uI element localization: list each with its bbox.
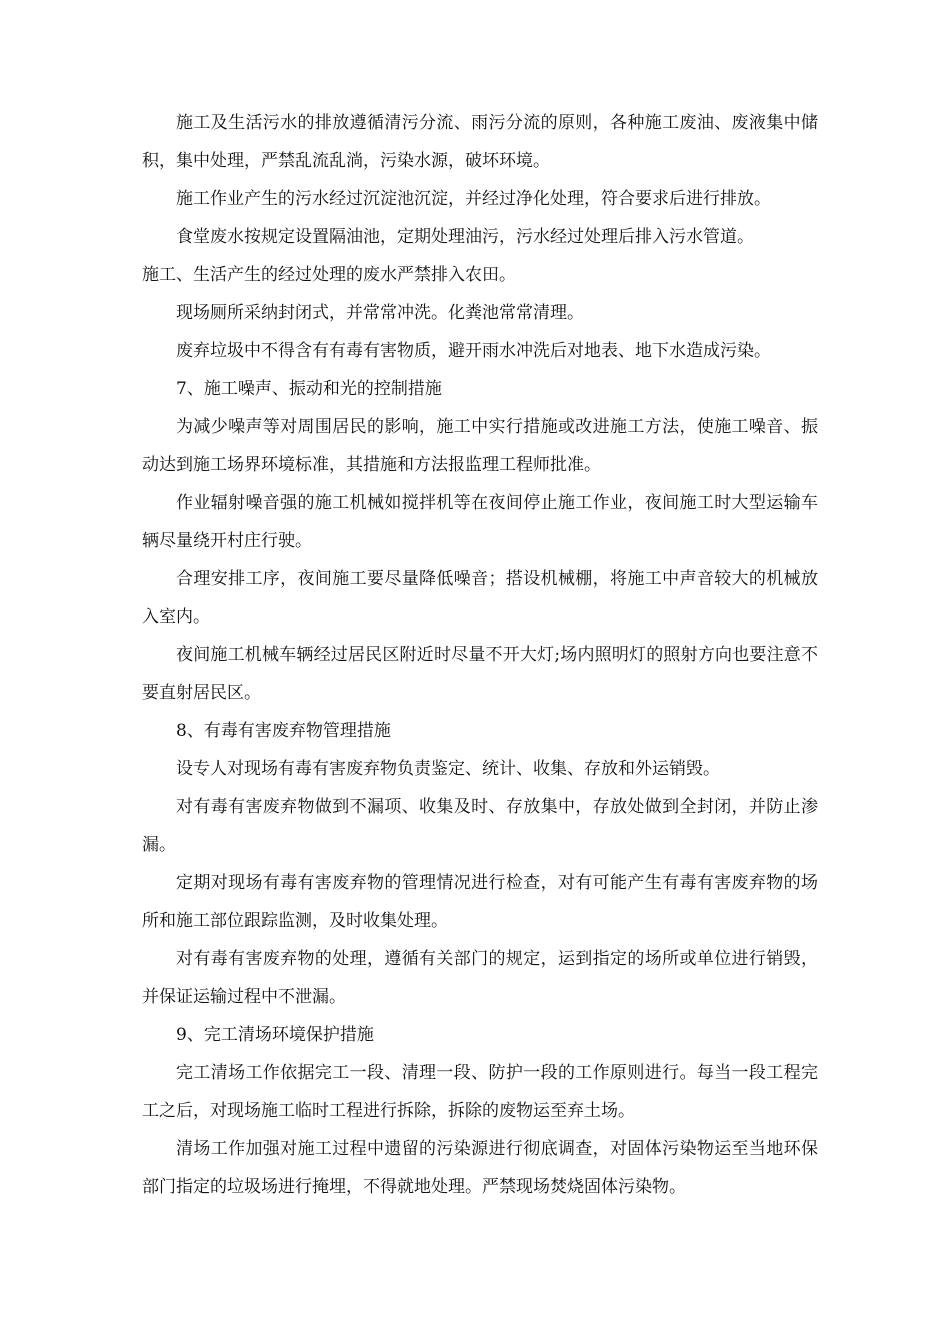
paragraph-farmland-ban: 施工、生活产生的经过处理的废水严禁排入农田。 (142, 265, 516, 285)
paragraph-night-lighting: 夜间施工机械车辆经过居民区附近时尽量不开大灯;场内照明灯的照射方向也要注意不要直射居民区。 (142, 645, 818, 703)
paragraph-site-clearance: 完工清场工作依据完工一段、清理一段、防护一段的工作原则进行。每当一段工程完工之后，对现场施工临时工程进行拆除，拆除的废物运至弃土场。 (142, 1063, 818, 1121)
paragraph-waste-garbage: 废弃垃圾中不得含有有毒有害物质，避开雨水冲洗后对地表、地下水造成污染。 (176, 341, 771, 361)
paragraph-sedimentation: 施工作业产生的污水经过沉淀池沉淀，并经过净化处理，符合要求后进行排放。 (176, 189, 771, 209)
paragraph-hazardous-staff: 设专人对现场有毒有害废弃物负责鉴定、统计、收集、存放和外运销毁。 (176, 759, 720, 779)
section-heading-7: 7、施工噪声、振动和光的控制措施 (176, 379, 442, 399)
paragraph-pollution-survey: 清场工作加强对施工过程中遗留的污染源进行彻底调查，对固体污染物运至当地环保部门指定的垃圾场进行掩埋，不得就地处理。严禁现场焚烧固体污染物。 (142, 1139, 818, 1197)
paragraph-process-arrangement: 合理安排工序，夜间施工要尽量降低噪音；搭设机械棚，将施工中声音较大的机械放入室内。 (142, 569, 818, 627)
paragraph-toilet: 现场厕所采纳封闭式，并常常冲洗。化粪池常常清理。 (176, 303, 584, 323)
section-heading-8: 8、有毒有害废弃物管理措施 (176, 721, 391, 741)
paragraph-night-machinery: 作业辐射噪音强的施工机械如搅拌机等在夜间停止施工作业，夜间施工时大型运输车辆尽量绕开村庄行驶。 (142, 493, 818, 551)
paragraph-hazardous-disposal: 对有毒有害废弃物的处理，遵循有关部门的规定，运到指定的场所或单位进行销毁，并保证运输过程中不泄漏。 (142, 949, 818, 1007)
section-heading-9: 9、完工清场环境保护措施 (176, 1025, 374, 1045)
document-body (142, 104, 818, 1206)
paragraph-hazardous-storage: 对有毒有害废弃物做到不漏项、收集及时、存放集中，存放处做到全封闭，并防止渗漏。 (142, 797, 818, 855)
paragraph-noise-reduction: 为减少噪声等对周围居民的影响，施工中实行措施或改进施工方法，使施工噪音、振动达到施工场界环境标准，其措施和方法报监理工程师批准。 (142, 417, 818, 475)
paragraph-wastewater-discharge: 施工及生活污水的排放遵循清污分流、雨污分流的原则，各种施工废油、废液集中储积，集中处理，严禁乱流乱淌，污染水源，破坏环境。 (142, 113, 818, 171)
paragraph-hazardous-inspection: 定期对现场有毒有害废弃物的管理情况进行检查，对有可能产生有毒有害废弃物的场所和施工部位跟踪监测，及时收集处理。 (142, 873, 818, 931)
paragraph-canteen-wastewater: 食堂废水按规定设置隔油池，定期处理油污，污水经过处理后排入污水管道。 (176, 227, 754, 247)
